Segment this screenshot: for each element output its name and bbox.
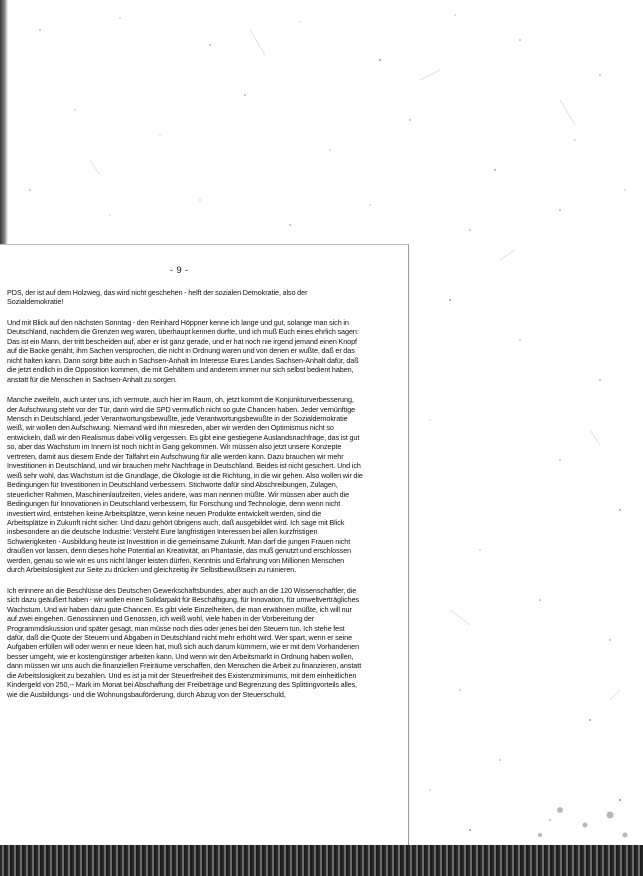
- page-number: - 9 -: [170, 265, 189, 275]
- paragraph-2: Und mit Blick auf den nächsten Sonntag - den Reinhard Höppner kenne ich lange und gut, solange man sich in Deutschland, nachdem die Grenzen weg waren, überhaupt kennen durfte, und ich muß Euch eines ehrlich sagen: Das ist ein Mann, der tritt bescheiden auf, aber er ist ganz gerade, und er hat noch nie irgend jemand einen Knopf auf die Backe genäht, ihm Sachen versprochen, die nicht in Ordnung waren und von denen er wußte, daß er das nicht halten kann. Dann sorgt bitte auch in Sachsen-Anhalt im Interesse Eures Landes Sachsen-Anhalt dafür, daß die jetzt endlich in die Opposition kommen, die mit Gehältern und anderem immer nur sich selbst bedient haben, anstatt für die Menschen in Sachsen-Anhalt zu sorgen.: [7, 317, 359, 384]
- paragraph-4: Ich erinnere an die Beschlüsse des Deutschen Gewerkschaftsbundes, aber auch an die 120 Wissenschaftler, die sich dazu geäußert haben - wir wollen einen Solidarpakt für Beschäftigung, für Innovation, für umweltverträgliches Wachstum. Und wir haben dazu gute Chancen. Es gibt viele Einzelheiten, die man erwähnen müßte, ich will nur auf zwei eingehen. Genossinnen und Genossen, ich weiß wohl, viele haben in der Vorbereitung der Programmdiskussion und später gesagt, man müsse noch dies oder jenes bei den Steuern tun. Ich stehe fest dafür, daß die Quote der Steuern und Abgaben in Deutschland nicht mehr erhöht wird. Wer spart, wenn er seine Aufgaben erfüllen will oder wenn er neue Ideen hat, muß sich auch darum kümmern, wie er mit dem Vorhandenen besser umgeht, wie er kostengünstiger arbeiten kann. Und wenn wir den Arbeitsmarkt in Ordnung haben wollen, dann müssen wir uns auch die finanziellen Freiräume verschaffen, den Menschen die Arbeit zu finanzieren, anstatt die Arbeitslosigkeit zu bezahlen. Und es ist ja mit der Steuerfreiheit des Existenzminimums, mit dem einheitlichen Kindergeld von 250,-- Mark im Monat bei Abschaffung der Freibeträge und Begrenzung des Splittingvorteils alles, wie die Ausbildungs- und die Wohnungsbauförderung, durch Abzug von der Steuerschuld,: [7, 585, 362, 699]
- document-body: [7, 288, 363, 710]
- paragraph-3: Manche zweifeln, auch unter uns, ich vermute, auch hier im Raum, oh, jetzt kommt die Konjunkturverbesserung, der Aufschwung steht vor der Tür, dann wird die SPD vermutlich nicht so gute Chancen haben. Jeder vernünftige Mensch in Deutschland, jeder Verantwortungsbewußte, jede Verantwortungsbewußte in der Sozialdemokratie weiß, wir wollen den Aufschwung. Niemand wird ihn miesreden, aber wir werden den Optimismus nicht so entwickeln, daß wir den Realismus dabei völlig vergessen. Es gibt eine gestiegene Auslandsnachfrage, das ist gut so, aber das Wachstum im Innern ist noch nicht in Gang gekommen. Wir müssen also jetzt unsere Konzepte vertreten, damit aus diesem Ende der Talfahrt ein Aufschwung für alle werden kann. Dazu brauchen wir mehr Investitionen in Deutschland, und wir brauchen mehr Nachfrage in Deutschland. Beides ist nicht gesichert. Und ich weiß sehr wohl, das Wachstum ist die Grundlage, die Ökologie ist die Richtung, in die wir gehen. Also wollen wir die Bedingungen für Investitionen in Deutschland verbessern. Stichworte dafür sind Abschreibungen, Zulagen, steuerlicher Rahmen, Maschinenlaufzeiten, vieles andere, was man nennen müßte. Wir müssen aber auch die Bedingungen für Innovationen in Deutschland verbessern, für Forschung und Technologie, denn wenn nicht investiert wird, entstehen keine Arbeitsplätze, wenn keine neuen Produkte entwickelt werden, sind die Arbeitsplätze in Zukunft nicht sicher. Und dazu gehört übrigens auch, daß ausgebildet wird. Ich sage mit Blick insbesondere an die deutsche Industrie: Versteht Eure langfristigen Interessen bei allen kurzfristigen Schwierigkeiten - Ausbildung heute ist Investition in die gemeinsame Zukunft. Man darf die jungen Frauen nicht draußen vor lassen, denn dieses hohe Potential an Kreativität, an Phantasie, das muß genutzt und erschlossen werden, genau so wie wir es uns nicht länger leisten dürfen, Kenntnis und Erfahrung von Millionen Menschen durch Arbeitslosigkeit zur Seite zu drücken und gleichzeitig ihr Selbstbewußtsein zu ruinieren.: [7, 395, 363, 575]
- paragraph-1: PDS, der ist auf dem Holzweg, das wird nicht geschehen - helft der sozialen Demokratie, also der Sozialdemokratie!: [7, 288, 308, 307]
- scan-bottom-band: [0, 845, 643, 876]
